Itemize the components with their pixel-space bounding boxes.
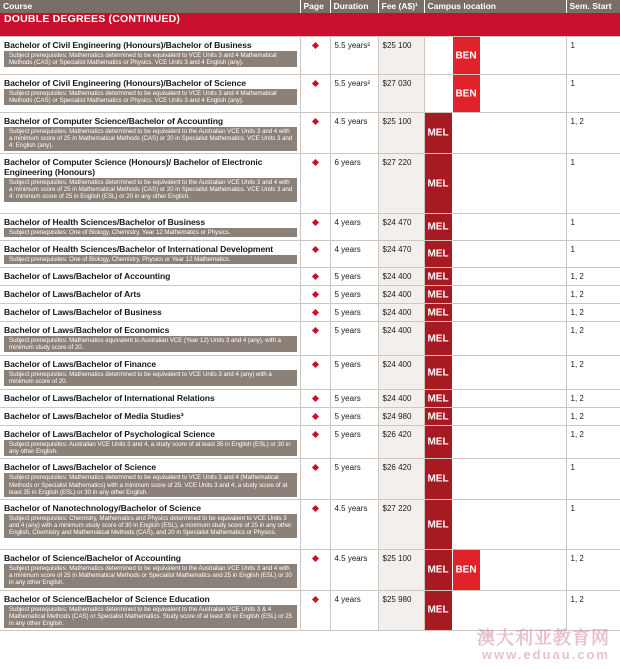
duration-cell: 4 years bbox=[330, 590, 378, 631]
fee-cell: $24 470 bbox=[378, 214, 424, 241]
campus-mel-cell bbox=[424, 75, 452, 113]
campus-ben-label: BEN bbox=[455, 564, 477, 576]
subject-prerequisites: Subject prerequisites: Mathematics determined to be equivalent to the Australian VCE Units 3 and 4 with a minimum score of 25 in Mathematical Methods (CAS) or 20 in Specialist Mathematics. VCE Units 3 and 4: English (any). bbox=[4, 127, 297, 151]
course-name: Bachelor of Science/Bachelor of Science Education bbox=[4, 593, 210, 604]
campus-ben-cell bbox=[452, 356, 480, 390]
course-name: Bachelor of Laws/Bachelor of Finance bbox=[4, 359, 157, 369]
diamond-bullet-icon bbox=[311, 505, 318, 512]
campus-empty-cell bbox=[480, 426, 566, 459]
sem-start-cell: 1, 2 bbox=[566, 590, 620, 631]
course-cell bbox=[0, 390, 300, 408]
campus-mel-cell bbox=[424, 408, 452, 426]
course-name: Bachelor of Health Sciences/Bachelor of International Development bbox=[4, 244, 274, 254]
campus-empty-cell bbox=[480, 408, 566, 426]
fee-cell: $26 420 bbox=[378, 426, 424, 459]
duration-cell: 5 years bbox=[330, 408, 378, 426]
campus-empty-cell bbox=[480, 322, 566, 356]
diamond-bullet-icon bbox=[311, 291, 318, 298]
campus-mel-cell bbox=[424, 426, 452, 459]
course-cell bbox=[0, 113, 300, 154]
subject-prerequisites: Subject prerequisites: Mathematics determined to be equivalent to VCE Units 3 and 4 Mathematical Methods (CAS) or Specialist Mathematics or Physics. VCE Units 3 and 4 English (any). bbox=[4, 89, 297, 105]
fee-cell: $24 400 bbox=[378, 322, 424, 356]
diamond-bullet-icon bbox=[311, 309, 318, 316]
campus-mel-cell bbox=[424, 356, 452, 390]
course-cell bbox=[0, 286, 300, 304]
campus-empty-cell bbox=[480, 500, 566, 550]
course-cell bbox=[0, 590, 300, 631]
course-name: Bachelor of Computer Science (Honours)/ Bachelor of Electronic Engineering (Honours) bbox=[4, 157, 263, 177]
page-cell bbox=[300, 304, 330, 322]
sem-start-cell: 1 bbox=[566, 154, 620, 214]
table-row bbox=[0, 408, 620, 426]
watermark bbox=[440, 629, 610, 665]
page-cell bbox=[300, 37, 330, 75]
campus-mel-cell bbox=[424, 154, 452, 214]
page-cell bbox=[300, 390, 330, 408]
sem-start-cell: 1 bbox=[566, 37, 620, 75]
sem-start-cell: 1 bbox=[566, 75, 620, 113]
course-name: Bachelor of Laws/Bachelor of Media Studies³ bbox=[4, 411, 184, 421]
diamond-bullet-icon bbox=[311, 80, 318, 87]
diamond-bullet-icon bbox=[311, 413, 318, 420]
section-title: DOUBLE DEGREES (CONTINUED) bbox=[0, 13, 620, 37]
campus-mel-cell bbox=[424, 113, 452, 154]
sem-start-cell: 1, 2 bbox=[566, 286, 620, 304]
campus-empty-cell bbox=[480, 75, 566, 113]
table-row bbox=[0, 322, 620, 356]
campus-ben-cell bbox=[452, 459, 480, 500]
campus-ben-cell bbox=[452, 500, 480, 550]
page-cell bbox=[300, 322, 330, 356]
fee-cell: $24 980 bbox=[378, 408, 424, 426]
campus-mel-cell bbox=[424, 241, 452, 268]
sem-start-cell: 1, 2 bbox=[566, 356, 620, 390]
table-row bbox=[0, 286, 620, 304]
campus-ben-label: BEN bbox=[455, 50, 477, 61]
header-sem: Sem. Start bbox=[566, 0, 620, 13]
fee-cell: $26 420 bbox=[378, 459, 424, 500]
sem-start-cell: 1 bbox=[566, 241, 620, 268]
course-name: Bachelor of Laws/Bachelor of Business bbox=[4, 307, 162, 317]
campus-ben-cell bbox=[452, 590, 480, 631]
campus-empty-cell bbox=[480, 37, 566, 75]
fee-cell: $25 100 bbox=[378, 113, 424, 154]
sem-start-cell: 1, 2 bbox=[566, 390, 620, 408]
table-row bbox=[0, 37, 620, 75]
sem-start-cell: 1, 2 bbox=[566, 113, 620, 154]
campus-mel-label: MEL bbox=[427, 604, 449, 616]
course-cell bbox=[0, 322, 300, 356]
course-cell bbox=[0, 356, 300, 390]
duration-cell: 5 years bbox=[330, 322, 378, 356]
campus-mel-label: MEL bbox=[427, 127, 449, 139]
duration-cell: 5 years bbox=[330, 426, 378, 459]
course-cell bbox=[0, 426, 300, 459]
fee-cell: $24 400 bbox=[378, 390, 424, 408]
campus-empty-cell bbox=[480, 214, 566, 241]
header-duration: Duration bbox=[330, 0, 378, 13]
campus-empty-cell bbox=[480, 154, 566, 214]
campus-empty-cell bbox=[480, 390, 566, 408]
fee-cell: $27 220 bbox=[378, 500, 424, 550]
campus-mel-label: MEL bbox=[427, 411, 449, 422]
course-name: Bachelor of Civil Engineering (Honours)/Bachelor of Business bbox=[4, 40, 252, 50]
campus-empty-cell bbox=[480, 286, 566, 304]
subject-prerequisites: Subject prerequisites: Mathematics equivalent to Australian VCE (Year 12) Units 3 and 4 (any), with a minimum study score of 20. bbox=[4, 336, 297, 352]
page-cell bbox=[300, 356, 330, 390]
campus-ben-cell bbox=[452, 75, 480, 113]
campus-ben-cell bbox=[452, 426, 480, 459]
subject-prerequisites: Subject prerequisites: One of Biology, Chemistry, Year 12 Mathematics or Physics. bbox=[4, 228, 297, 237]
duration-cell: 4.5 years bbox=[330, 500, 378, 550]
diamond-bullet-icon bbox=[311, 555, 318, 562]
campus-mel-cell bbox=[424, 322, 452, 356]
campus-mel-label: MEL bbox=[427, 221, 449, 233]
campus-ben-cell bbox=[452, 550, 480, 591]
page-cell bbox=[300, 113, 330, 154]
page-cell bbox=[300, 214, 330, 241]
sem-start-cell: 1, 2 bbox=[566, 268, 620, 286]
diamond-bullet-icon bbox=[311, 431, 318, 438]
campus-mel-cell bbox=[424, 304, 452, 322]
table-row bbox=[0, 459, 620, 500]
course-cell bbox=[0, 154, 300, 214]
duration-cell: 5.5 years² bbox=[330, 75, 378, 113]
campus-empty-cell bbox=[480, 304, 566, 322]
fee-cell: $24 400 bbox=[378, 304, 424, 322]
campus-ben-cell bbox=[452, 214, 480, 241]
course-cell bbox=[0, 37, 300, 75]
course-cell bbox=[0, 459, 300, 500]
course-cell bbox=[0, 75, 300, 113]
fee-cell: $24 400 bbox=[378, 286, 424, 304]
subject-prerequisites: Subject prerequisites: Mathematics determined to be equivalent to the Australian VCE Units 3 & 4 Mathematical Methods (CAS) or Specialist Mathematics. Study score of at least 30 in English (ESL) or 25 in any other English. bbox=[4, 605, 297, 629]
sem-start-cell: 1, 2 bbox=[566, 426, 620, 459]
fee-cell: $27 220 bbox=[378, 154, 424, 214]
course-name: Bachelor of Health Sciences/Bachelor of Business bbox=[4, 217, 206, 227]
table-row bbox=[0, 390, 620, 408]
course-name: Bachelor of Science/Bachelor of Accounting bbox=[4, 553, 181, 564]
sem-start-cell: 1 bbox=[566, 500, 620, 550]
sem-start-cell: 1 bbox=[566, 459, 620, 500]
campus-mel-label: MEL bbox=[427, 307, 449, 318]
campus-mel-cell bbox=[424, 268, 452, 286]
subject-prerequisites: Subject prerequisites: Mathematics determined to be equivalent to VCE Units 3 and 4 (Mathematical Methods or Specialist Mathematics) with a minimum score of 25. VCE Units 3 and 4, a study score of at least 35 in English (ESL) or 30 in any other English. bbox=[4, 473, 297, 497]
table-header bbox=[0, 0, 620, 13]
campus-mel-label: MEL bbox=[427, 271, 449, 282]
course-cell bbox=[0, 500, 300, 550]
table-row bbox=[0, 154, 620, 214]
course-name: Bachelor of Laws/Bachelor of Economics bbox=[4, 325, 170, 335]
campus-mel-label: MEL bbox=[427, 367, 449, 378]
diamond-bullet-icon bbox=[311, 361, 318, 368]
duration-cell: 4 years bbox=[330, 241, 378, 268]
sem-start-cell: 1, 2 bbox=[566, 550, 620, 591]
course-name: Bachelor of Laws/Bachelor of Science bbox=[4, 462, 157, 473]
table-row bbox=[0, 356, 620, 390]
campus-mel-label: MEL bbox=[427, 289, 449, 300]
campus-mel-label: MEL bbox=[427, 564, 449, 576]
campus-mel-label: MEL bbox=[427, 473, 449, 485]
duration-cell: 5 years bbox=[330, 268, 378, 286]
campus-empty-cell bbox=[480, 113, 566, 154]
subject-prerequisites: Subject prerequisites: Mathematics determined to be equivalent to the Australian VCE Units 3 and 4 with a minimum score of 25 in Mathematical Methods or Specialist Mathematics and 25 in English (ESL) or 20 in any other English. bbox=[4, 564, 297, 588]
table-row bbox=[0, 241, 620, 268]
sem-start-cell: 1, 2 bbox=[566, 322, 620, 356]
duration-cell: 5 years bbox=[330, 304, 378, 322]
campus-mel-cell bbox=[424, 459, 452, 500]
page-cell bbox=[300, 426, 330, 459]
campus-mel-label: MEL bbox=[427, 333, 449, 344]
campus-empty-cell bbox=[480, 590, 566, 631]
subject-prerequisites: Subject prerequisites: Australian VCE Units 3 and 4, a study score of at least 35 in English (ESL) or 30 in any other English. bbox=[4, 440, 297, 456]
course-cell bbox=[0, 214, 300, 241]
campus-mel-label: MEL bbox=[427, 519, 449, 531]
course-cell bbox=[0, 241, 300, 268]
course-name: Bachelor of Civil Engineering (Honours)/Bachelor of Science bbox=[4, 78, 246, 88]
campus-empty-cell bbox=[480, 241, 566, 268]
diamond-bullet-icon bbox=[311, 42, 318, 49]
duration-cell: 6 years bbox=[330, 154, 378, 214]
page-cell bbox=[300, 268, 330, 286]
campus-ben-cell bbox=[452, 408, 480, 426]
campus-ben-cell bbox=[452, 304, 480, 322]
campus-empty-cell bbox=[480, 459, 566, 500]
duration-cell: 4 years bbox=[330, 214, 378, 241]
diamond-bullet-icon bbox=[311, 395, 318, 402]
table-row bbox=[0, 268, 620, 286]
page-cell bbox=[300, 590, 330, 631]
campus-mel-label: MEL bbox=[427, 436, 449, 448]
page-cell bbox=[300, 500, 330, 550]
duration-cell: 5 years bbox=[330, 390, 378, 408]
fee-cell: $25 100 bbox=[378, 550, 424, 591]
campus-mel-cell bbox=[424, 500, 452, 550]
campus-mel-label: MEL bbox=[427, 178, 449, 189]
table-row bbox=[0, 500, 620, 550]
campus-empty-cell bbox=[480, 356, 566, 390]
campus-mel-label: MEL bbox=[427, 248, 449, 260]
page-cell bbox=[300, 154, 330, 214]
page-cell bbox=[300, 550, 330, 591]
campus-ben-cell bbox=[452, 268, 480, 286]
campus-empty-cell bbox=[480, 268, 566, 286]
diamond-bullet-icon bbox=[311, 159, 318, 166]
subject-prerequisites: Subject prerequisites: Mathematics determined to be equivalent to VCE Units 3 and 4 Mathematical Methods (CAS) or Specialist Mathematics or Physics. VCE Units 3 and 4 English (any). bbox=[4, 51, 297, 67]
page-cell bbox=[300, 459, 330, 500]
duration-cell: 4.5 years bbox=[330, 550, 378, 591]
campus-ben-cell bbox=[452, 113, 480, 154]
fee-cell: $24 400 bbox=[378, 268, 424, 286]
page-cell bbox=[300, 286, 330, 304]
campus-ben-cell bbox=[452, 286, 480, 304]
campus-ben-cell bbox=[452, 241, 480, 268]
table-row bbox=[0, 304, 620, 322]
campus-mel-cell bbox=[424, 590, 452, 631]
fee-cell: $25 980 bbox=[378, 590, 424, 631]
campus-mel-cell bbox=[424, 550, 452, 591]
course-name: Bachelor of Computer Science/Bachelor of Accounting bbox=[4, 116, 224, 126]
course-name: Bachelor of Nanotechnology/Bachelor of Science bbox=[4, 503, 201, 514]
campus-mel-label: MEL bbox=[427, 393, 449, 404]
watermark-text: 澳大利亚教育网 bbox=[477, 628, 610, 648]
campus-mel-cell bbox=[424, 286, 452, 304]
header-campus: Campus location bbox=[424, 0, 566, 13]
sem-start-cell: 1, 2 bbox=[566, 408, 620, 426]
fee-cell: $24 400 bbox=[378, 356, 424, 390]
diamond-bullet-icon bbox=[311, 219, 318, 226]
subject-prerequisites: Subject prerequisites: One of Biology, Chemistry, Physics or Year 12 Mathematics. bbox=[4, 255, 297, 264]
campus-empty-cell bbox=[480, 550, 566, 591]
diamond-bullet-icon bbox=[311, 596, 318, 603]
course-name: Bachelor of Laws/Bachelor of Accounting bbox=[4, 271, 171, 281]
course-name: Bachelor of Laws/Bachelor of International Relations bbox=[4, 393, 215, 403]
duration-cell: 4.5 years bbox=[330, 113, 378, 154]
diamond-bullet-icon bbox=[311, 327, 318, 334]
table-row bbox=[0, 550, 620, 591]
campus-ben-cell bbox=[452, 37, 480, 75]
course-name: Bachelor of Laws/Bachelor of Psychological Science bbox=[4, 429, 215, 439]
header-course: Course bbox=[0, 0, 300, 13]
diamond-bullet-icon bbox=[311, 464, 318, 471]
diamond-bullet-icon bbox=[311, 273, 318, 280]
course-cell bbox=[0, 304, 300, 322]
course-cell bbox=[0, 268, 300, 286]
section-header bbox=[0, 13, 620, 37]
table-row bbox=[0, 590, 620, 631]
course-name: Bachelor of Laws/Bachelor of Arts bbox=[4, 289, 141, 299]
table-row bbox=[0, 113, 620, 154]
watermark-url: www.eduau.com bbox=[481, 647, 610, 662]
fee-cell: $24 470 bbox=[378, 241, 424, 268]
header-fee: Fee (A$)¹ bbox=[378, 0, 424, 13]
duration-cell: 5 years bbox=[330, 286, 378, 304]
campus-ben-cell bbox=[452, 390, 480, 408]
header-page: Page bbox=[300, 0, 330, 13]
sem-start-cell: 1 bbox=[566, 214, 620, 241]
table-row bbox=[0, 426, 620, 459]
page-cell bbox=[300, 408, 330, 426]
campus-ben-cell bbox=[452, 322, 480, 356]
diamond-bullet-icon bbox=[311, 246, 318, 253]
campus-mel-cell bbox=[424, 214, 452, 241]
subject-prerequisites: Subject prerequisites: Mathematics determined to be equivalent to VCE Units 3 and 4 (any) with a minimum score of 20. bbox=[4, 370, 297, 386]
diamond-bullet-icon bbox=[311, 118, 318, 125]
campus-mel-cell bbox=[424, 390, 452, 408]
page-cell bbox=[300, 75, 330, 113]
course-cell bbox=[0, 550, 300, 591]
page-cell bbox=[300, 241, 330, 268]
campus-ben-cell bbox=[452, 154, 480, 214]
subject-prerequisites: Subject prerequisites: Chemistry, Mathematics and Physics determined to be equivalent to VCE Units 3 and 4 (any) with a minimum study score of 30 in English (ESL), a minimum study score of 25 in any other English, Chemistry and Mathematical Methods (CAS), and 20 in Specialist Mathematics or Physics. bbox=[4, 514, 297, 538]
sem-start-cell: 1, 2 bbox=[566, 304, 620, 322]
campus-mel-cell bbox=[424, 37, 452, 75]
fee-cell: $27 030 bbox=[378, 75, 424, 113]
fee-cell: $25 100 bbox=[378, 37, 424, 75]
course-cell bbox=[0, 408, 300, 426]
duration-cell: 5 years bbox=[330, 459, 378, 500]
campus-ben-label: BEN bbox=[455, 88, 477, 99]
table-row bbox=[0, 214, 620, 241]
duration-cell: 5.5 years² bbox=[330, 37, 378, 75]
table-row bbox=[0, 75, 620, 113]
duration-cell: 5 years bbox=[330, 356, 378, 390]
subject-prerequisites: Subject prerequisites: Mathematics determined to be equivalent to the Australian VCE Units 3 and 4 with a minimum score of 25 in Mathematical Methods (CAS) or 20 in Specialist Mathematics. VCE Units 3 and 4: minimum score of 25 in English (ESL) or 20 in any other English. bbox=[4, 178, 297, 202]
